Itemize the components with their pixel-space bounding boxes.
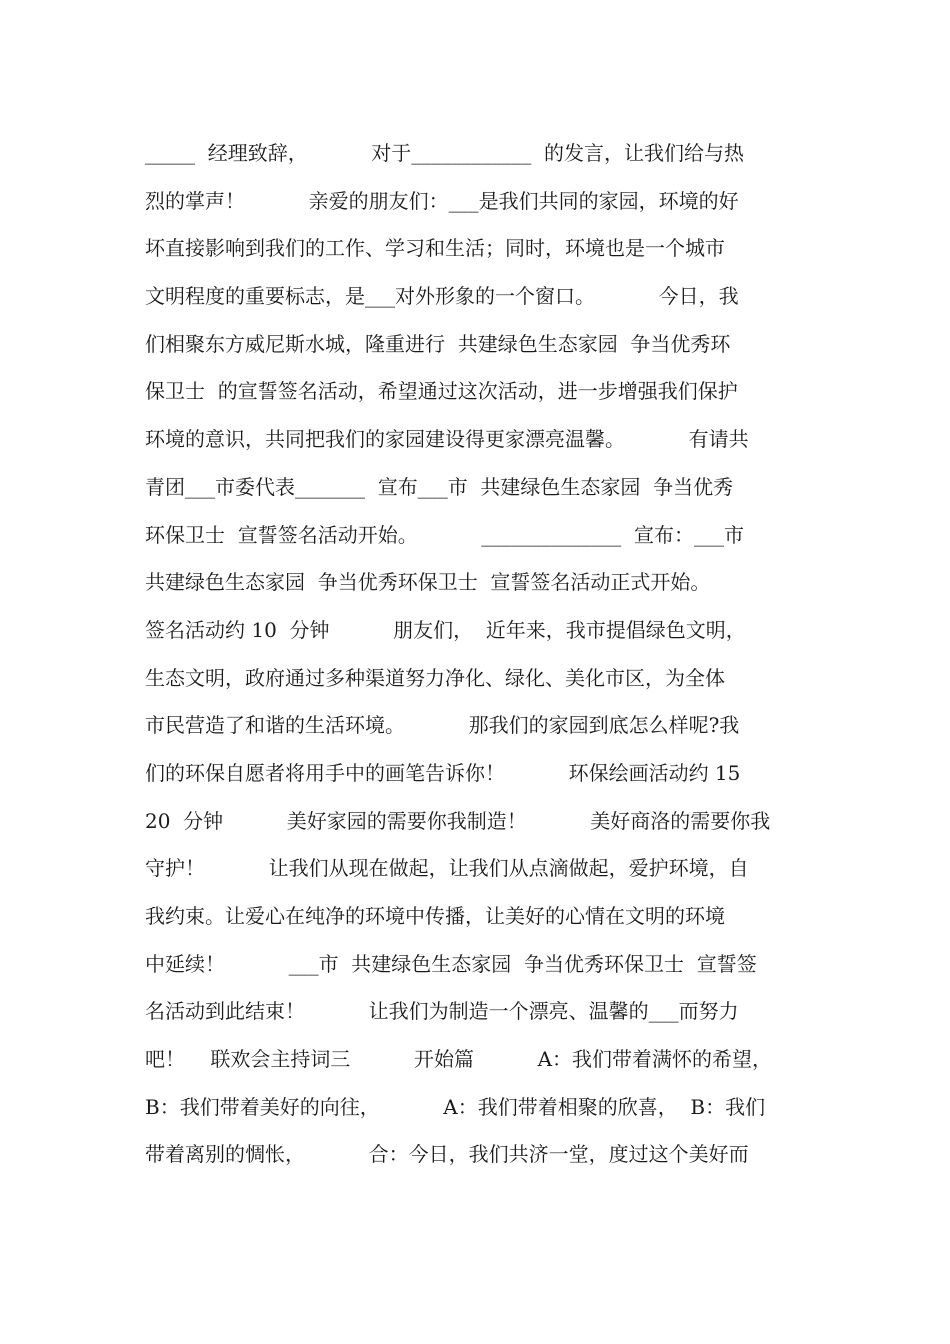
- text-line: 们相聚东方威尼斯水城，隆重进行 共建绿色生态家园 争当优秀环: [145, 331, 731, 356]
- text-line: 守护！ 让我们从现在做起，让我们从点滴做起，爱护环境，自: [145, 856, 749, 881]
- text-line: 我约束。让爱心在纯净的环境中传播，让美好的心情在文明的环境: [145, 904, 725, 928]
- text-line: 坏直接影响到我们的工作、学习和生活；同时，环境也是一个城市: [145, 236, 725, 261]
- text-line: _____ 经理致辞， 对于____________ 的发言，让我们给与热: [145, 141, 745, 165]
- text-line: 烈的掌声！ 亲爱的朋友们：___是我们共同的家园，环境的好: [145, 188, 739, 213]
- text-line: 市民营造了和谐的生活环境。 那我们的家园到底怎么样呢?我: [145, 713, 740, 738]
- text-line: 共建绿色生态家园 争当优秀环保卫士 宣誓签名活动正式开始。: [145, 570, 711, 595]
- text-line: 青团___市委代表_______ 宣布___市 共建绿色生态家园 争当优秀: [145, 474, 734, 499]
- text-line: 生态文明，政府通过多种渠道努力净化、绿化、美化市区，为全体: [145, 665, 725, 690]
- text-line: 环保卫士 宣誓签名活动开始。 ______________ 宣布：___市: [145, 522, 745, 547]
- text-line: 名活动到此结束！ 让我们为制造一个漂亮、温馨的___而努力: [145, 999, 739, 1024]
- text-line: 20 分钟 美好家园的需要你我制造！ 美好商洛的需要你我: [145, 808, 771, 833]
- text-line: 环境的意识，共同把我们的家园建设得更家漂亮温馨。 有请共: [145, 427, 749, 452]
- text-line: 保卫士 的宣誓签名活动，希望通过这次活动，进一步增强我们保护: [145, 379, 738, 404]
- text-line: 文明程度的重要标志，是___对外形象的一个窗口。 今日，我: [145, 284, 739, 309]
- text-line: 们的环保自愿者将用手中的画笔告诉你！ 环保绘画活动约 15: [145, 760, 741, 785]
- text-line: B：我们带着美好的向往， A：我们带着相聚的欣喜， B：我们: [145, 1094, 766, 1119]
- text-line: 中延续！ ___市 共建绿色生态家园 争当优秀环保卫士 宣誓签: [145, 951, 757, 976]
- body-text: [145, 130, 815, 1179]
- text-line: 吧！ 联欢会主持词三 开始篇 A：我们带着满怀的希望，: [145, 1047, 773, 1072]
- text-line: 带着离别的惆怅， 合：今日，我们共济一堂，度过这个美好而: [145, 1142, 749, 1167]
- text-line: 签名活动约 10 分钟 朋友们， 近年来，我市提倡绿色文明，: [145, 617, 746, 642]
